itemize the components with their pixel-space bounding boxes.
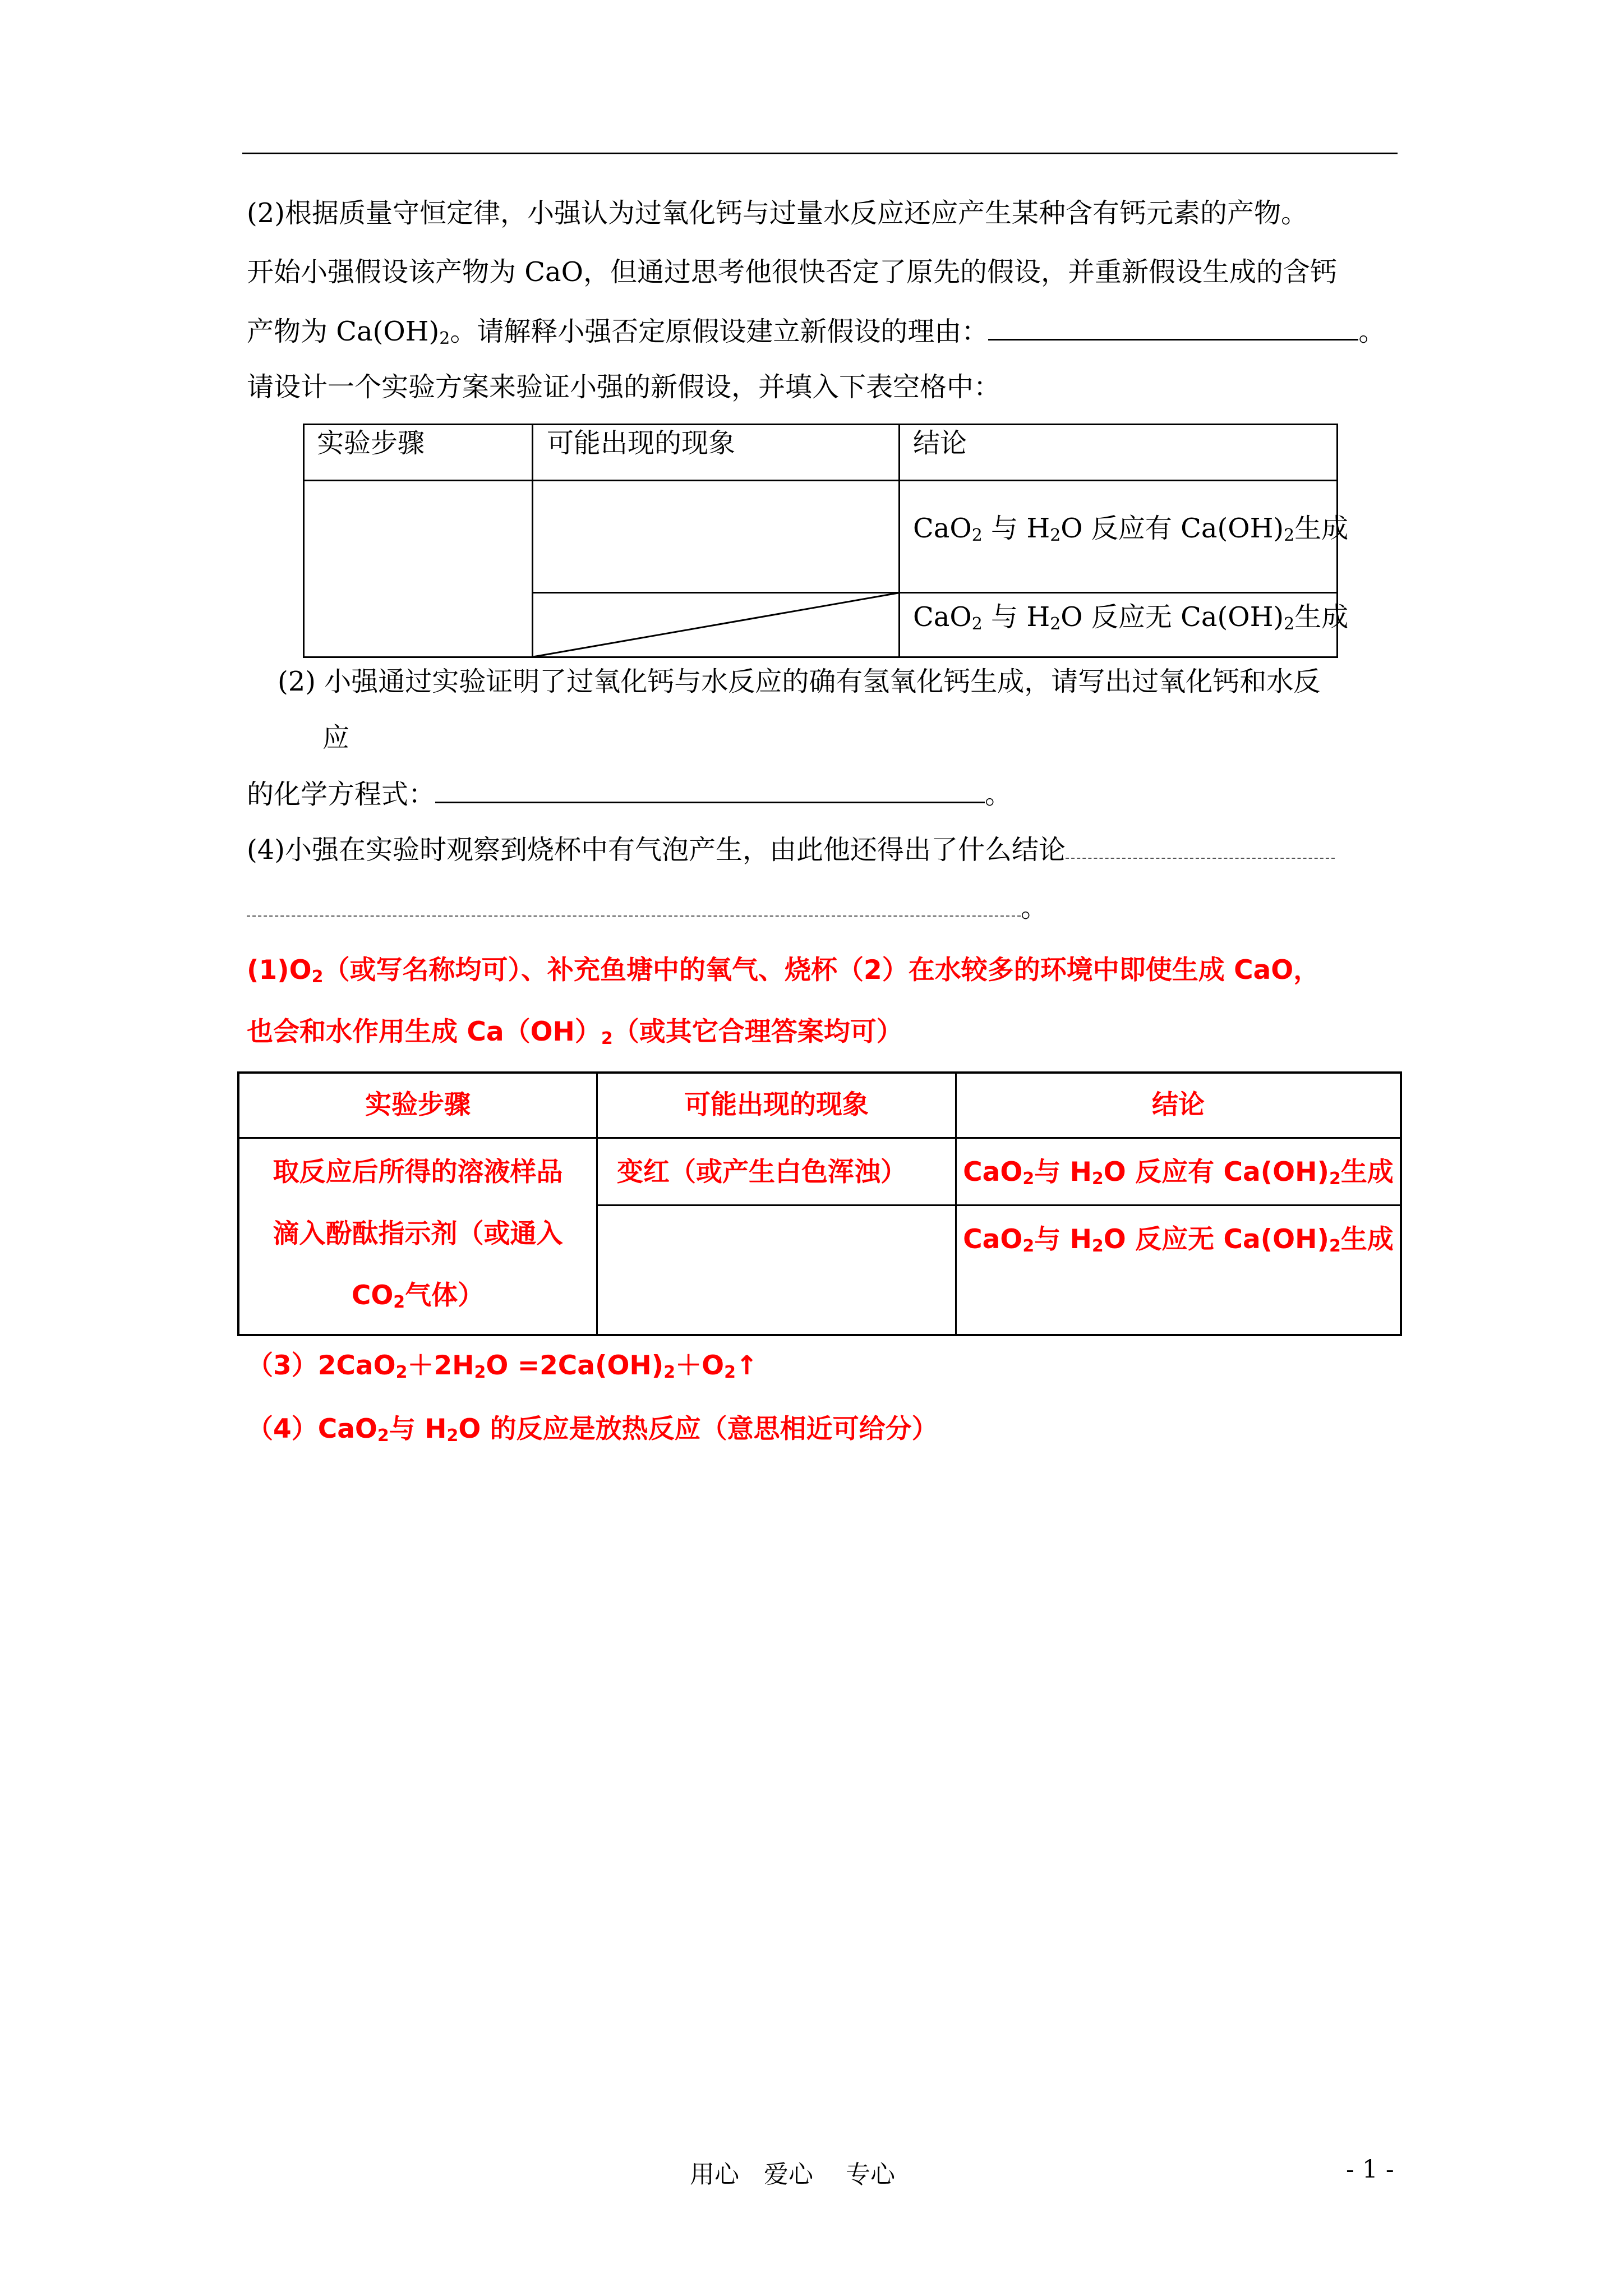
question-p2-line4: 请设计一个实验方案来验证小强的新假设，并填入下表空格中： — [247, 371, 1001, 403]
question-p2-line2: 开始小强假设该产物为 CaO，但通过思考他很快否定了原先的假设，并重新假设生成的含钙 — [247, 256, 1337, 288]
header-rule — [242, 153, 1398, 154]
question-p2-line1: (2)根据质量守恒定律，小强认为过氧化钙与过量水反应还应产生某种含有钙元素的产物。 — [247, 197, 1308, 229]
answer-table-header-conclusion: 结论 — [1152, 1089, 1205, 1120]
question-p2-line3: 产物为 $Ca(OH)_2$。请解释小强否定原假设建立新假设的理由： 。 — [247, 314, 1385, 348]
answer-phenomenon: 变红（或产生白色浑浊） — [617, 1157, 907, 1188]
answer-blank-equation[interactable] — [435, 777, 985, 803]
table-diagonal-line — [532, 592, 900, 658]
question-p3-line1: (2) 小强通过实验证明了过氧化钙与水反应的确有氢氧化钙生成，请写出过氧化钙和水反 — [278, 666, 1321, 697]
table-header-conclusion: 结论 — [913, 427, 967, 459]
page-number: - 1 - — [1346, 2155, 1394, 2184]
answer-line-2: 也会和水作用生成 $Ca(OH)_2$（或其它合理答案均可） — [247, 1016, 903, 1048]
answer-table-header-phenomenon: 可能出现的现象 — [684, 1089, 869, 1120]
answer-step-line-1: 取反应后所得的溶液样品 — [273, 1157, 563, 1188]
answer-conclusion-1: CaO$_2$与 $H_2O$ 反应有 $Ca(OH)_2$生成 — [963, 1157, 1394, 1189]
question-p4-line1: (4)小强在实验时观察到烧杯中有气泡产生，由此他还得出了什么结论 — [247, 833, 1335, 867]
answer-blank-conclusion-1[interactable] — [1066, 833, 1335, 859]
question-p3-line3: 的化学方程式： 。 — [247, 777, 1012, 811]
question-p4-line2: 。 — [247, 891, 1048, 924]
answer-table-header-steps: 实验步骤 — [365, 1089, 471, 1120]
answer-blank-conclusion-2[interactable] — [247, 891, 1021, 917]
answer-step-line-2: 滴入酚酞指示剂（或通入 — [273, 1218, 563, 1249]
answer-blank-reason[interactable] — [988, 314, 1358, 341]
answer-step-line-3: $CO_2$气体） — [351, 1280, 485, 1312]
table-header-steps: 实验步骤 — [317, 427, 425, 459]
answer-3-equation: $(3)2CaO_2+2H_2O$ $=2Ca(OH)_2+O_2↑$ — [247, 1350, 758, 1382]
table-header-phenomenon: 可能出现的现象 — [547, 427, 736, 459]
footer-motto: 用心 爱心 专心 — [690, 2160, 895, 2189]
question-p3-line2: 应 — [322, 722, 350, 753]
table-conclusion-2: CaO$_2$ 与 $H_2O$ 反应无 $Ca(OH)_2$生成 — [913, 601, 1349, 634]
table-conclusion-1: CaO$_2$ 与 $H_2O$ 反应有 $Ca(OH)_2$生成 — [913, 513, 1349, 545]
answer-conclusion-2: CaO$_2$与 $H_2O$ 反应无 $Ca(OH)_2$生成 — [963, 1224, 1394, 1256]
answer-4: （4）CaO$_2$与 $H_2O$ 的反应是放热反应（意思相近可给分） — [247, 1414, 938, 1446]
answer-line-1: $(1)O_2$（或写名称均可）、补充鱼塘中的氧气、烧杯（2）在水较多的环境中即使生成 CaO， — [247, 955, 1320, 987]
